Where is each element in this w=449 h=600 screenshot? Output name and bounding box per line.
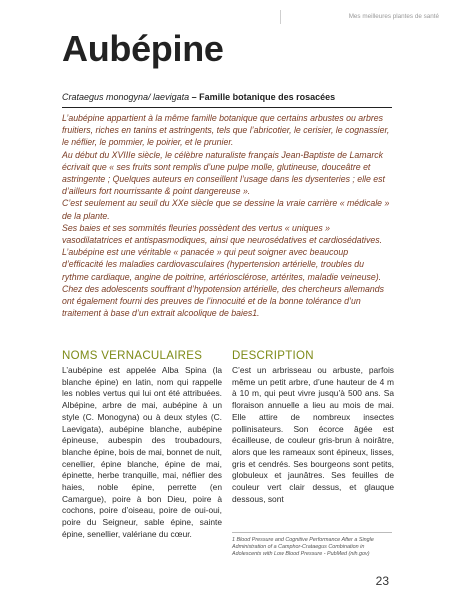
footnote: 1 Blood Pressure and Cognitive Performance After a Single Administration of a Camphor-Crataegus Combination in Adolescents with Low Blood Pressure - PubMed (nih.gov) (232, 532, 392, 559)
intro-paragraph: Chez des adolescents souffrant d’hypotension artérielle, des chercheurs allemands ont également fourni des preuves de l’innocuité et de la bonne tolérance d’un traitement à base d’un extrait alcoolique de baies1. (62, 283, 384, 319)
intro-text (62, 112, 390, 319)
botanical-family: – Famille botanique des rosacées (189, 92, 336, 102)
description-section (232, 350, 394, 505)
section-body: C’est un arbrisseau ou arbuste, parfois même un petit arbre, d’une hauteur de 4 m à 10 m, qui peut vivre jusqu’à 500 ans. Sa floraison annuelle a lieu au mois de mai. Elle attire de nombreux insectes pollinisateurs. Son écorce âgée est écailleuse, de couleur gris-brun à noirâtre, alors que les rameaux sont épineux, lisses, gris et cendrés. Ses bourgeons sont petits, globuleux et jaunâtres. Ses feuilles de couleur vert clair dessus, et glauque dessous, sont (232, 365, 394, 504)
section-heading: NOMS VERNACULAIRES (62, 350, 203, 362)
subtitle (62, 92, 392, 108)
intro-paragraph: Ses baies et ses sommités fleuries possèdent des vertus « uniques » vasodilatatrices et antispasmodiques, ainsi que neurosédatives et cardiosédatives. L’aubépine est une véritable « panacée » qui peut soigner avec beaucoup d’efficacité les maladies cardiovasculaires (hypertension artérielle, troubles du rythme cardiaque, angine de poitrine, artériosclérose, artérites, maladie veineuse). (62, 222, 383, 282)
page-number: 23 (375, 574, 389, 588)
page-title: Aubépine (62, 28, 224, 69)
intro-paragraph: C’est seulement au seuil du XXe siècle que se dessine la vraie carrière « médicale » de la plante. (62, 198, 390, 221)
intro-paragraph: Au début du XVIIIe siècle, le célèbre naturaliste français Jean-Baptiste de Lamarck écrivait que « ses fruits sont remplis d’une pulpe molle, glutineuse, douceâtre et astringente ; Quelques auteurs en conseillent l’usage dans les dysenteries ; elle est d’ailleurs fort nourrissante & point dangereuse ». (62, 149, 385, 197)
vernacular-names-section (62, 350, 222, 541)
intro-paragraph: L’aubépine appartient à la même famille botanique que certains arbustes ou arbres fruitiers, riches en tanins et astringents, tels que l’abricotier, le cerisier, le cognassier, le néflier, le pommier, le poirier, et le prunier. (62, 113, 390, 148)
latin-name: Crataegus monogyna/ laevigata (62, 92, 190, 102)
running-header: Mes meilleures plantes de santé (280, 10, 439, 24)
section-body: L’aubépine est appelée Alba Spina (la blanche épine) en latin, nom qui rappelle les nobles vertus qui lui ont été attribuées. Albépine, arbre de mai, aubépine à un style (C. Monogyna) ou à deux styles (C. Laevigata), aubépine blanche, aubépine épineuse, aubespin des troubadours, blanche épine, bois de mai, bonnet de nuit, cenellier, épine blanche, épine de mai, épinette, herbe tranquille, mai, néflier des haies, noble épine, perrette (en Camargue), poire à bon Dieu, poire à cochons, poire d’oiseau, poire de oui-oui, poire du Seigneur, sable épine, sainte épine, senellier, valériane du cœur. (62, 365, 222, 539)
section-heading: DESCRIPTION (232, 350, 314, 362)
